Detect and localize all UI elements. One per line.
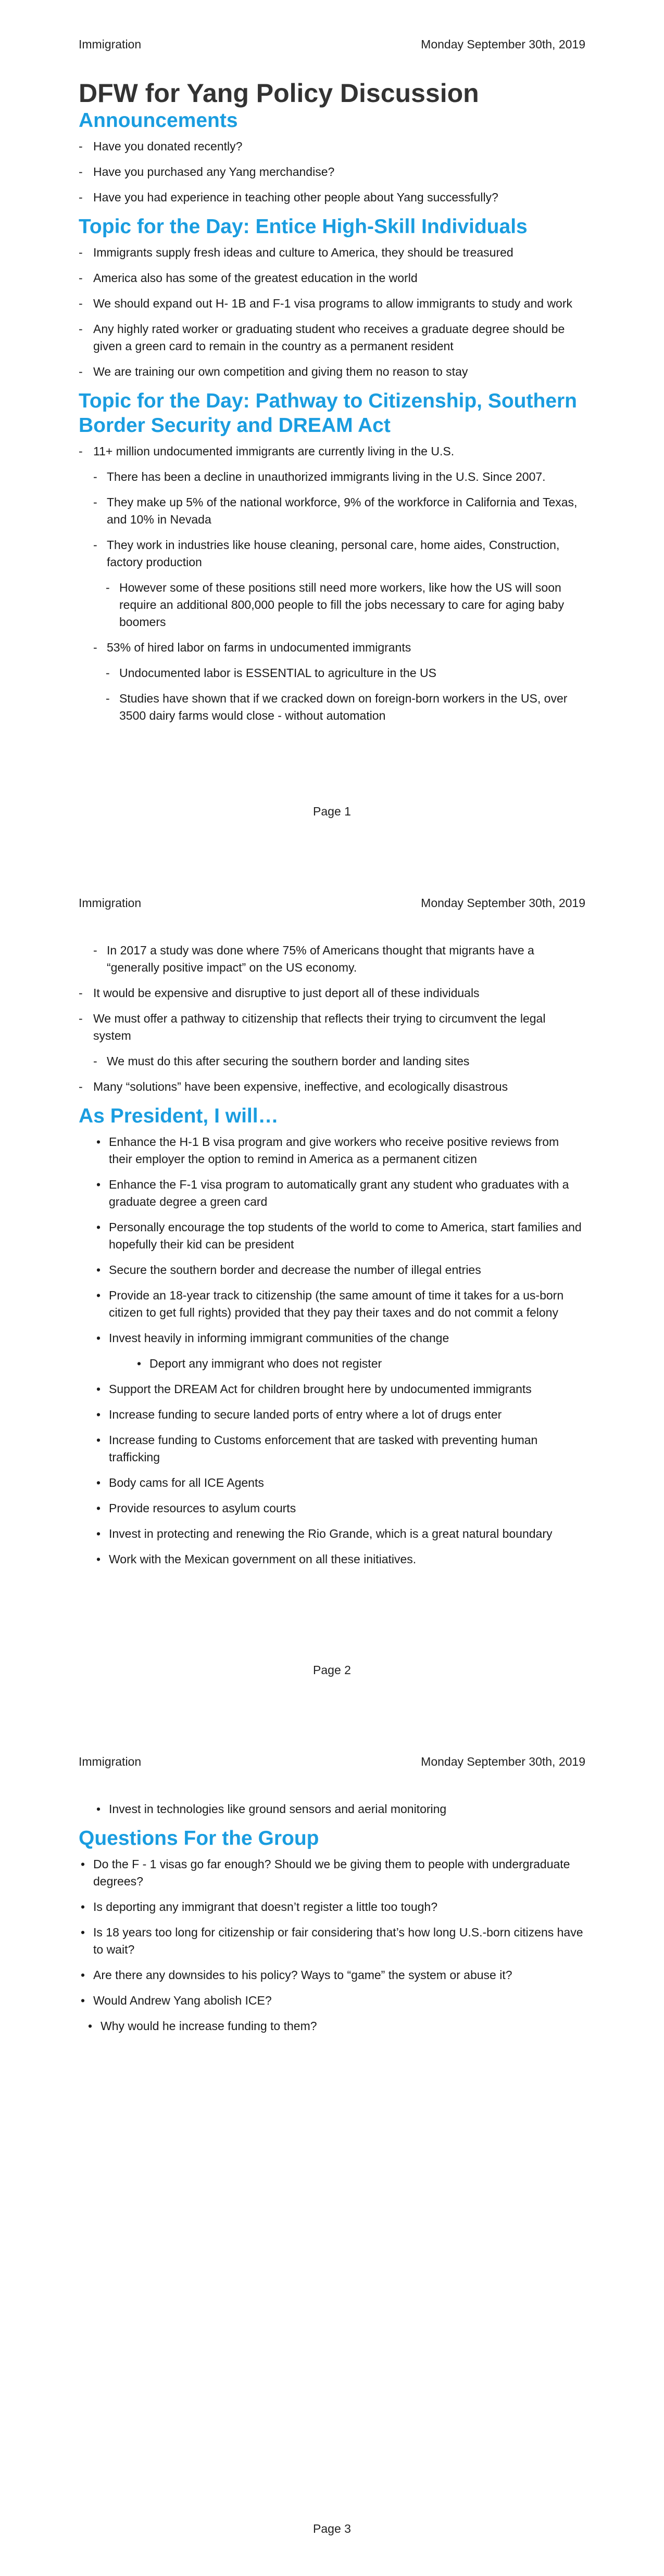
page-number: Page 3 xyxy=(313,2522,351,2535)
questions-heading: Questions For the Group xyxy=(79,1827,319,1850)
list-item: • Invest heavily in informing immigrant communities of the change xyxy=(96,1331,449,1345)
list-item: • Would Andrew Yang abolish ICE? xyxy=(81,1994,272,2007)
page-3 xyxy=(0,1717,664,2576)
header-date: Monday September 30th, 2019 xyxy=(421,1755,585,1768)
list-item: • Increase funding to secure landed ports of entry where a lot of drugs enter xyxy=(96,1408,502,1421)
page-header xyxy=(79,896,585,912)
list-item: - Any highly rated worker or graduating student who receives a graduate degree should be given a green card to remain in the country as a permanent resident xyxy=(79,322,565,353)
list-item: • Support the DREAM Act for children brought here by undocumented immigrants xyxy=(96,1382,532,1396)
list-item: • Why would he increase funding to them? xyxy=(88,2019,317,2033)
list-item: - We must do this after securing the southern border and landing sites xyxy=(93,1054,470,1068)
page-3-body xyxy=(79,1801,585,2043)
page-1 xyxy=(0,0,664,859)
topic-heading-high-skill: Topic for the Day: Entice High-Skill Individuals xyxy=(79,215,528,238)
list-item: - We should expand out H- 1B and F-1 visa programs to allow immigrants to study and work xyxy=(79,297,572,310)
list-item: - We must offer a pathway to citizenship that reflects their trying to circumvent the legal system xyxy=(79,1012,546,1042)
page-header xyxy=(79,1755,585,1770)
list-item: - In 2017 a study was done where 75% of Americans thought that migrants have a “generally positive impact” on the US economy. xyxy=(93,943,534,974)
page-number: Page 1 xyxy=(313,805,351,818)
list-item: - Have you purchased any Yang merchandise? xyxy=(79,165,335,178)
list-item: - Immigrants supply fresh ideas and culture to America, they should be treasured xyxy=(79,246,513,259)
list-item: • Is 18 years too long for citizenship or fair considering that’s how long U.S.-born citizens have to wait? xyxy=(81,1925,583,1956)
list-item: - 11+ million undocumented immigrants are currently living in the U.S. xyxy=(79,444,455,458)
list-item: • Deport any immigrant who does not register xyxy=(137,1357,382,1370)
list-item: • Provide an 18-year track to citizenship (the same amount of time it takes for a us-born citizen to get full rights) provided that they pay their taxes and do not commit a felony xyxy=(96,1289,564,1319)
document-title: DFW for Yang Policy Discussion xyxy=(79,79,479,108)
list-item: - They work in industries like house cleaning, personal care, home aides, Construction, factory production xyxy=(93,538,560,569)
list-item: • Do the F - 1 visas go far enough? Should we be giving them to people with undergraduate degrees? xyxy=(81,1857,570,1888)
topic-heading-citizenship: Topic for the Day: Pathway to Citizenship, Southern Border Security and DREAM Act xyxy=(79,390,578,437)
page-1-body xyxy=(79,78,585,733)
list-item: • Is deporting any immigrant that doesn’t register a little too tough? xyxy=(81,1900,437,1914)
list-item: - They make up 5% of the national workforce, 9% of the workforce in California and Texas, and 10% in Nevada xyxy=(93,495,578,526)
header-topic: Immigration xyxy=(79,37,142,51)
list-item: • Increase funding to Customs enforcement that are tasked with preventing human trafficking xyxy=(96,1433,538,1464)
header-topic: Immigration xyxy=(79,1755,142,1768)
list-item: • Enhance the H-1 B visa program and give workers who receive positive reviews from their employer the option to remind in America as a permanent citizen xyxy=(96,1135,559,1166)
list-item: • Secure the southern border and decrease the number of illegal entries xyxy=(96,1263,481,1277)
list-item: • Personally encourage the top students of the world to come to America, start families and hopefully their kid can be president xyxy=(96,1220,582,1251)
header-topic: Immigration xyxy=(79,896,142,910)
list-item: - There has been a decline in unauthorized immigrants living in the U.S. Since 2007. xyxy=(93,470,546,483)
list-item: • Provide resources to asylum courts xyxy=(96,1501,296,1515)
list-item: - However some of these positions still need more workers, like how the US will soon require an additional 800,000 people to fill the jobs necessary to care for aging baby boomers xyxy=(106,581,565,629)
list-item: • Work with the Mexican government on all these initiatives. xyxy=(96,1552,417,1566)
announcements-heading: Announcements xyxy=(79,109,238,132)
list-item: - America also has some of the greatest education in the world xyxy=(79,271,418,285)
page-number: Page 2 xyxy=(313,1663,351,1677)
list-item: - We are training our own competition and giving them no reason to stay xyxy=(79,365,468,378)
header-date: Monday September 30th, 2019 xyxy=(421,37,585,51)
list-item: - It would be expensive and disruptive to just deport all of these individuals xyxy=(79,986,480,1000)
list-item: - Studies have shown that if we cracked down on foreign-born workers in the US, over 3500 dairy farms would close - without automation xyxy=(106,692,568,722)
list-item: - Many “solutions” have been expensive, ineffective, and ecologically disastrous xyxy=(79,1080,508,1093)
header-date: Monday September 30th, 2019 xyxy=(421,896,585,910)
page-header xyxy=(79,37,585,53)
list-item: - Have you donated recently? xyxy=(79,139,243,153)
list-item: • Enhance the F-1 visa program to automatically grant any student who graduates with a graduate degree a green card xyxy=(96,1178,569,1208)
page-2-body xyxy=(79,942,585,1576)
list-item: • Invest in protecting and renewing the Rio Grande, which is a great natural boundary xyxy=(96,1527,553,1540)
list-item: - 53% of hired labor on farms in undocumented immigrants xyxy=(93,641,411,654)
list-item: • Invest in technologies like ground sensors and aerial monitoring xyxy=(96,1802,447,1816)
president-heading: As President, I will… xyxy=(79,1105,279,1127)
page-2 xyxy=(0,859,664,1717)
list-item: - Have you had experience in teaching other people about Yang successfully? xyxy=(79,190,498,204)
list-item: - Undocumented labor is ESSENTIAL to agriculture in the US xyxy=(106,666,436,680)
list-item: • Body cams for all ICE Agents xyxy=(96,1476,264,1489)
list-item: • Are there any downsides to his policy? Ways to “game” the system or abuse it? xyxy=(81,1968,512,1982)
